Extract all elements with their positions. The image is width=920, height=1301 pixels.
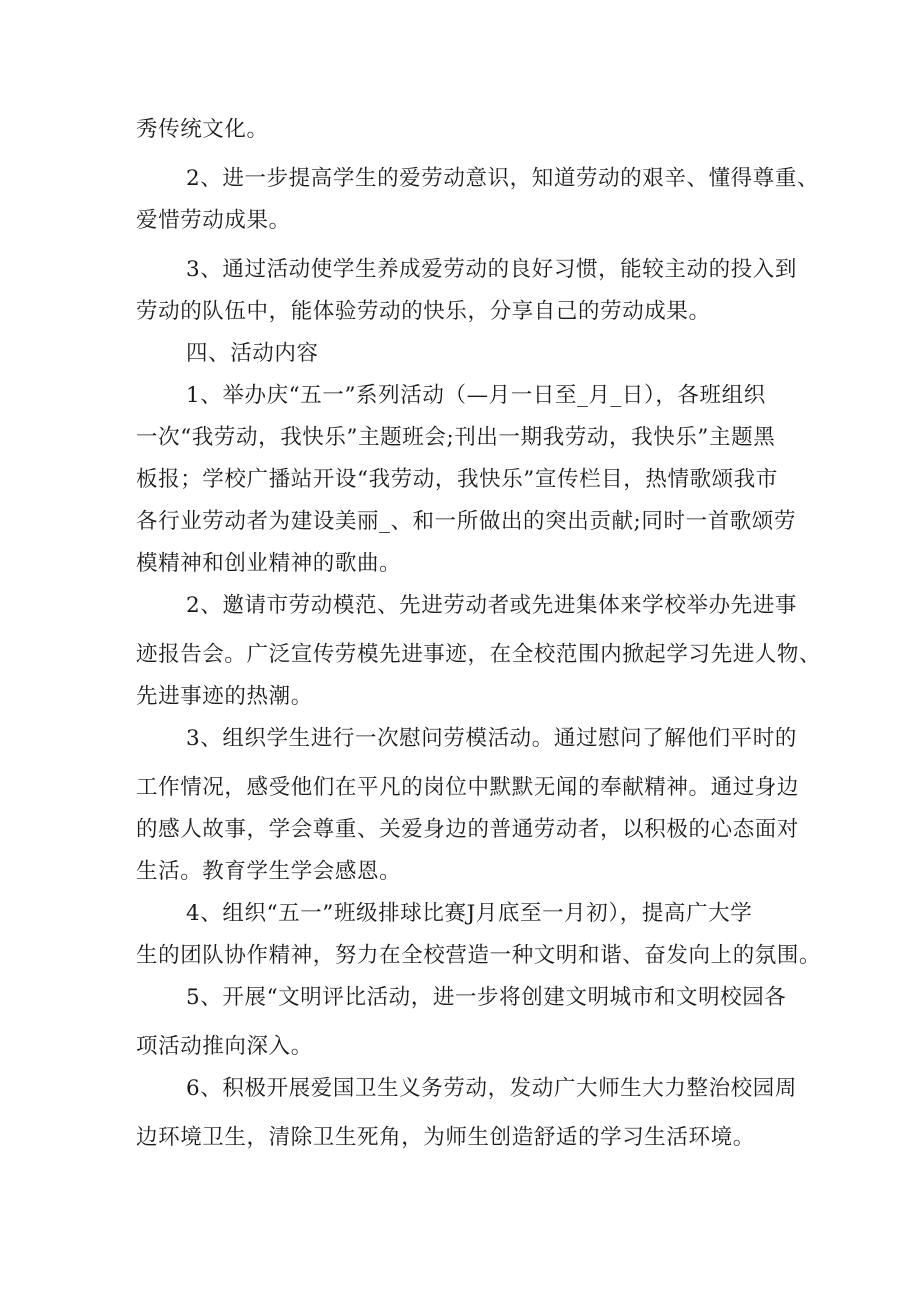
paragraph-line: 3、通过活动使学生养成爱劳动的良好习惯，能较主动的投入到: [186, 257, 797, 282]
paragraph-line: 劳动的队伍中，能体验劳动的快乐，分享自己的劳动成果。: [136, 299, 711, 324]
paragraph-line: 1、举办庆“五一”系列活动（—月一日至_月_日），各班组织: [186, 383, 766, 408]
paragraph-line: 的感人故事，学会尊重、关爱身边的普通劳动者，以积极的心态面对: [136, 817, 800, 842]
paragraph-line: 5、开展“文明评比活动，进一步将创建文明城市和文明校园各: [186, 985, 787, 1010]
paragraph-line: 生活。教育学生学会感恩。: [136, 859, 402, 884]
paragraph-line: 板报；学校广播站开设“我劳动，我快乐”宣传栏目，热情歌颂我市: [136, 467, 778, 492]
paragraph-line: 边环境卫生，清除卫生死角，为师生创造舒适的学习生活环境。: [136, 1125, 755, 1150]
paragraph-line: 工作情况，感受他们在平凡的岗位中默默无闻的奉献精神。通过身边: [136, 775, 800, 800]
paragraph-line: 3、组织学生进行一次慰问劳模活动。通过慰问了解他们平时的: [186, 726, 797, 751]
section-heading: 四、活动内容: [186, 341, 319, 366]
paragraph-line: 生的团队协作精神，努力在全校营造一种文明和谐、奋发向上的氛围。: [136, 943, 822, 968]
paragraph-line: 项活动推向深入。: [136, 1034, 313, 1059]
paragraph-line: 爱惜劳动成果。: [136, 208, 291, 233]
paragraph-line: 模精神和创业精神的歌曲。: [136, 551, 402, 576]
paragraph-line: 迹报告会。广泛宣传劳模先进事迹，在全校范围内掀起学习先进人物、: [136, 642, 822, 667]
paragraph-line: 秀传统文化。: [136, 117, 269, 142]
paragraph-line: 一次“我劳动，我快乐”主题班会;刊出一期我劳动，我快乐”主题黑: [136, 425, 776, 450]
paragraph-line: 各行业劳动者为建设美丽_、和一所做出的突出贡献;同时一首歌颂劳: [136, 509, 797, 534]
paragraph-line: 2、进一步提高学生的爱劳动意识，知道劳动的艰辛、懂得尊重、: [186, 166, 820, 191]
paragraph-line: 6、积极开展爱国卫生义务劳动，发动广大师生大力整治校园周: [186, 1076, 797, 1101]
paragraph-line: 4、组织“五一”班级排球比赛J月底至一月初），提高广大学: [186, 901, 753, 926]
paragraph-line: 先进事迹的热潮。: [136, 684, 313, 709]
paragraph-line: 2、邀请市劳动模范、先进劳动者或先进集体来学校举办先进事: [186, 593, 797, 618]
